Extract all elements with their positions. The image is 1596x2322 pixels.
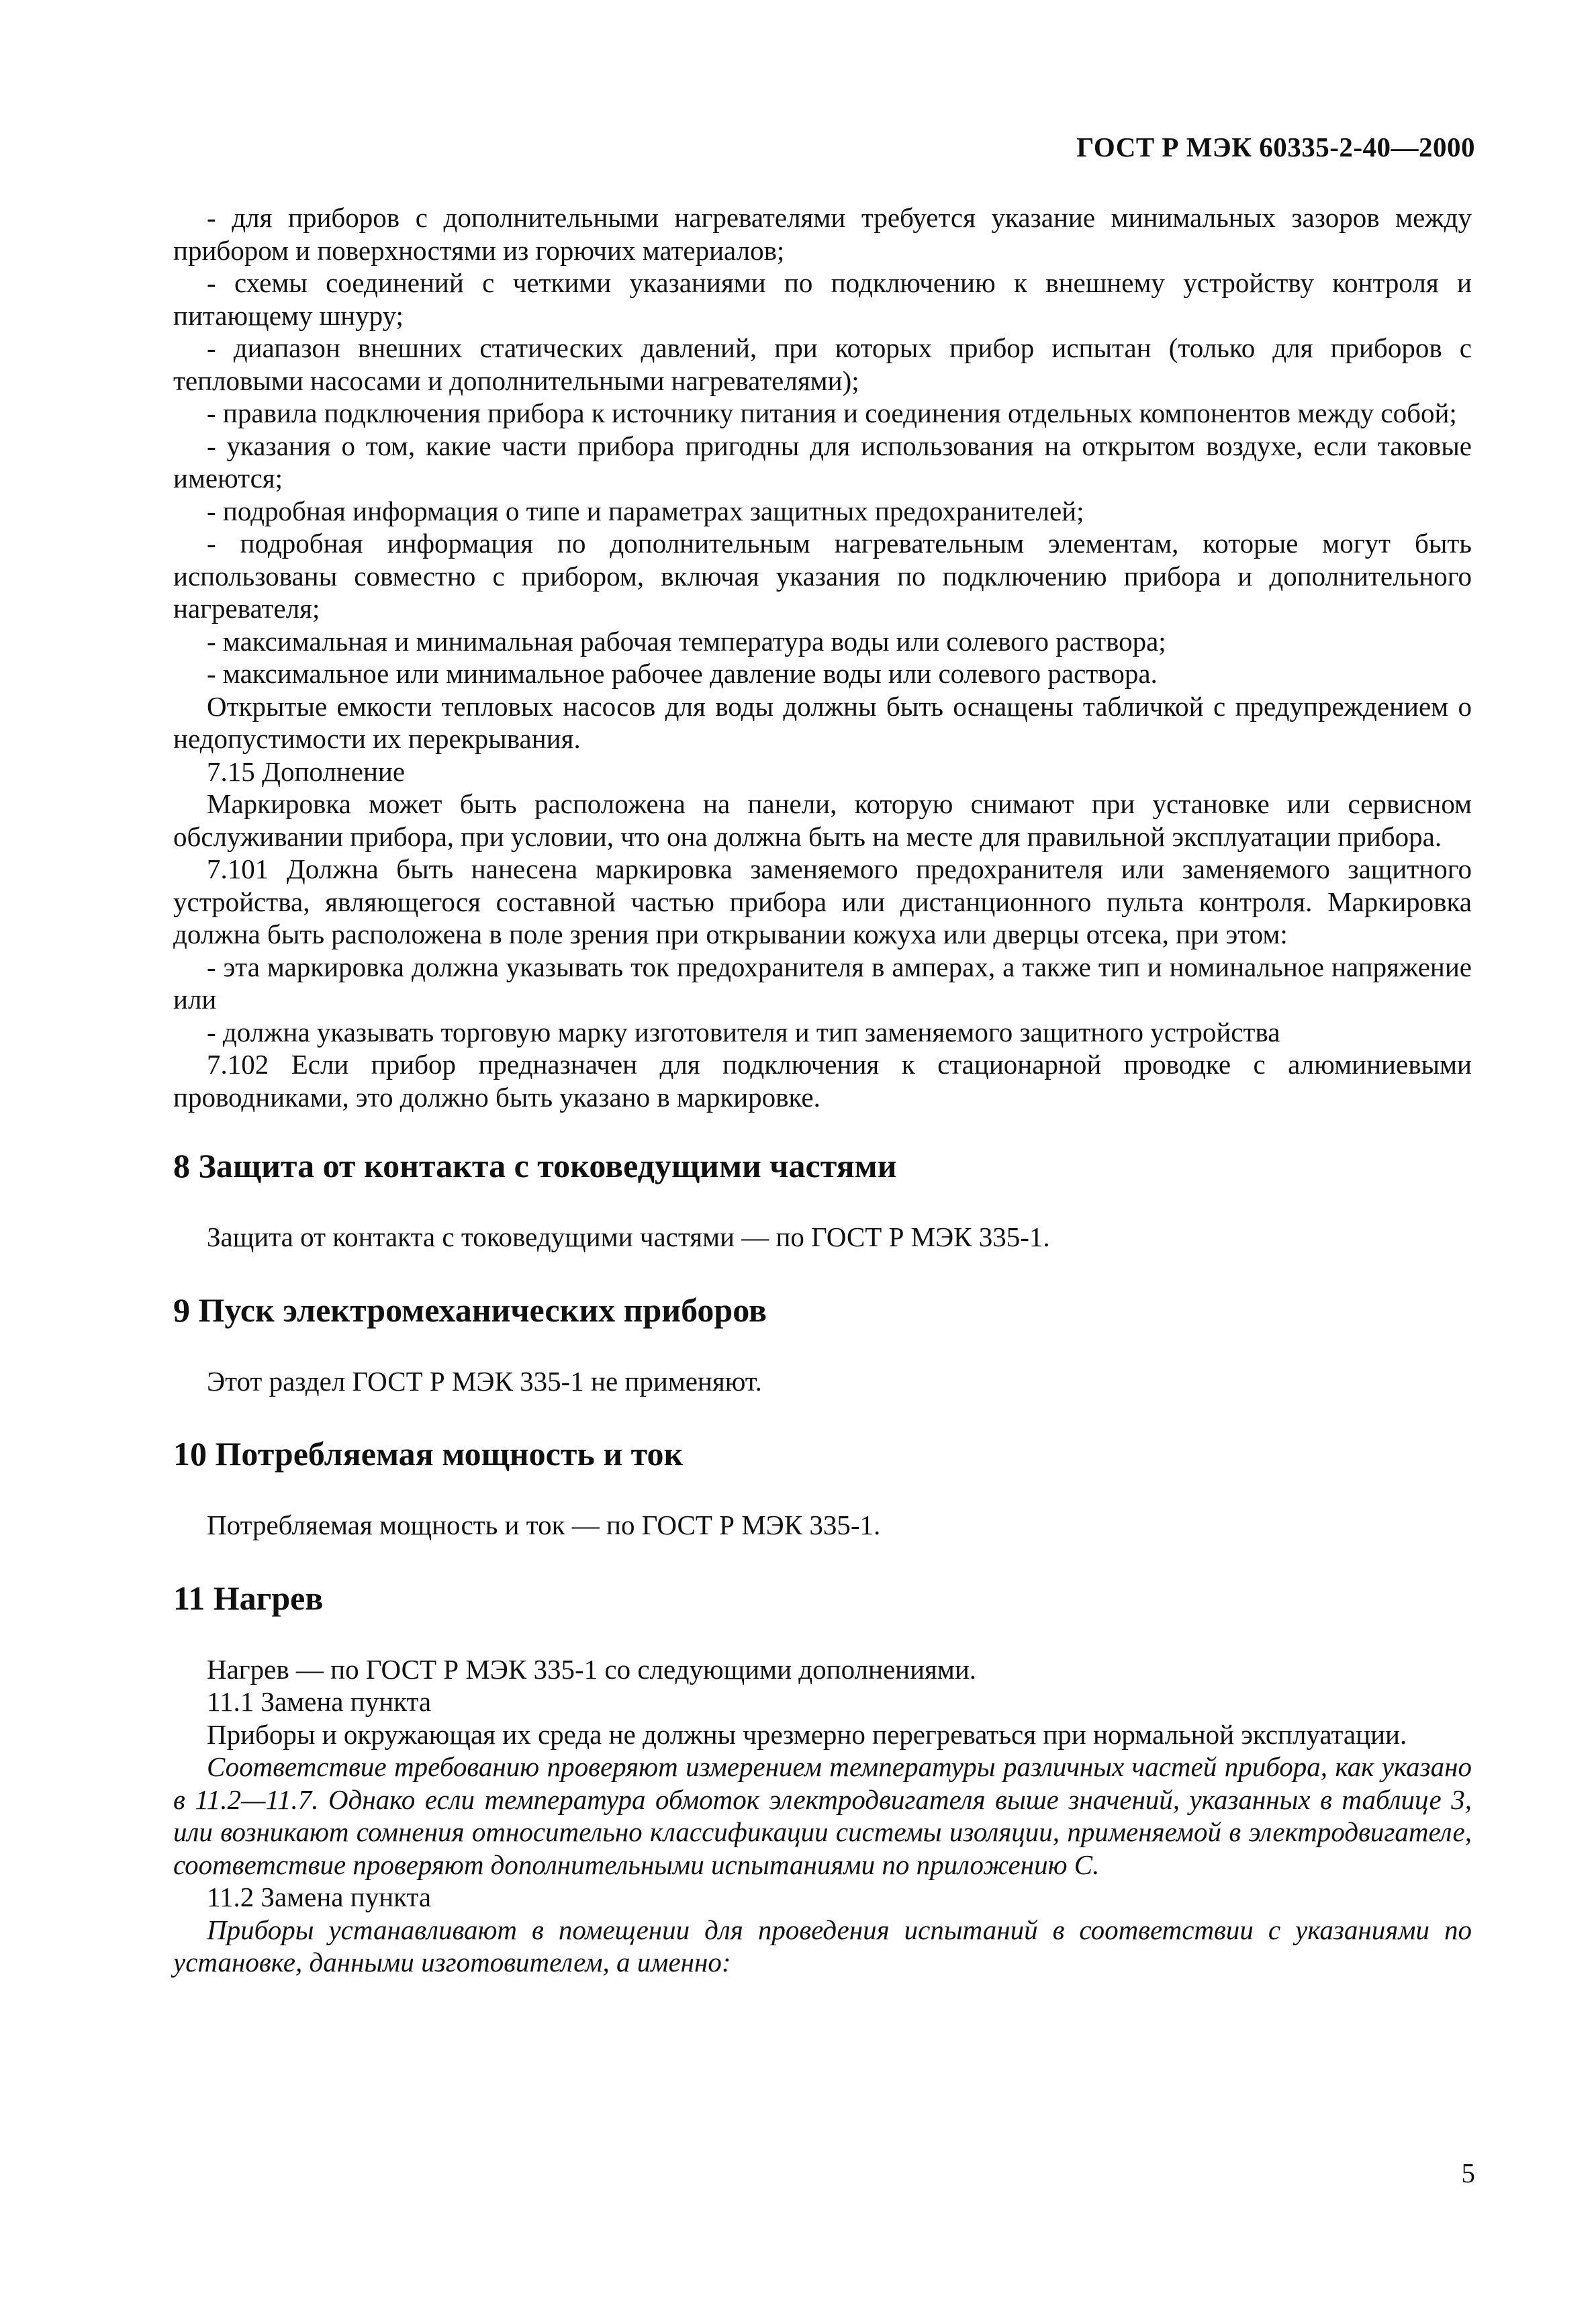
section-text-11: Нагрев — по ГОСТ Р МЭК 335-1 со следующими дополнениями. [207,1653,977,1685]
section-text-8: Защита от контакта с токоведущими частями — по ГОСТ Р МЭК 335-1. [207,1221,1050,1252]
section-heading-9: 9 Пуск электромеханических приборов [173,1291,767,1329]
list-item: - правила подключения прибора к источнику питания и соединения отдельных компонентов между собой; [207,398,1457,428]
list-item: - диапазон внешних статических давлений, при которых прибор испытан (только для приборов с тепловыми насосами и дополнительными нагревателями); [173,332,1472,396]
clause-7-102: 7.102 Если прибор предназначен для подключения к стационарной проводке с алюминиевыми проводниками, это должно быть указано в маркировке. [173,1049,1472,1113]
section-heading-8: 8 Защита от контакта с токоведущими частями [173,1147,897,1185]
paragraph: Приборы и окружающая их среда не должны чрезмерно перегреваться при нормальной эксплуатации. [207,1718,1407,1750]
clause-heading-7-15: 7.15 Дополнение [207,755,406,787]
list-item: - максимальное или минимальное рабочее давление воды или солевого раствора. [207,658,1158,689]
section-heading-11: 11 Нагрев [173,1579,324,1617]
document-header: ГОСТ Р МЭК 60335-2-40—2000 [1076,132,1475,162]
list-item: - должна указывать торговую марку изготовителя и тип заменяемого защитного устройства [207,1016,1280,1048]
document-body [173,201,1472,1979]
clause-heading-11-1: 11.1 Замена пункта [207,1686,432,1717]
list-item: - для приборов с дополнительными нагревателями требуется указание минимальных зазоров между прибором и поверхностями из горючих материалов; [173,202,1472,266]
section-text-10: Потребляемая мощность и ток — по ГОСТ Р МЭК 335-1. [207,1510,881,1540]
paragraph: Открытые емкости тепловых насосов для воды должны быть оснащены табличкой с предупреждением о недопустимости их перекрывания. [173,690,1472,754]
paragraph-italic: Соответствие требованию проверяют измерением температуры различных частей прибора, как указано в 11.2—11.7. Однако если температура обмоток электродвигателя выше значений, указанных в таблице 3, или возникают сомнения относительно классификации системы изоляции, применяемой в электродвигателе, соответствие проверяют дополнительными испытаниями по приложению С. [173,1751,1472,1880]
list-item: - подробная информация о типе и параметрах защитных предохранителей; [207,495,1084,526]
paragraph-italic: Приборы устанавливают в помещении для проведения испытаний в соответствии с указаниями по установке, данными изготовителем, а именно: [173,1914,1472,1978]
section-heading-10: 10 Потребляемая мощность и ток [173,1435,684,1473]
paragraph: Маркировка может быть расположена на панели, которую снимают при установке или сервисном обслуживании прибора, при условии, что она должна быть на месте для правильной эксплуатации прибора. [173,788,1472,852]
list-item: - эта маркировка должна указывать ток предохранителя в амперах, а также тип и номинальное напряжение или [173,951,1472,1015]
list-item: - подробная информация по дополнительным нагревательным элементам, которые могут быть использованы совместно с прибором, включая указания по подключению прибора и дополнительного нагревателя; [173,528,1472,624]
clause-7-101: 7.101 Должна быть нанесена маркировка заменяемого предохранителя или заменяемого защитного устройства, являющегося составной частью прибора или дистанционного пульта контроля. Маркировка должна быть расположена в поле зрения при открывании кожуха или дверцы отсека, при этом: [173,853,1472,949]
list-item: - максимальная и минимальная рабочая температура воды или солевого раствора; [207,625,1166,657]
page-number: 5 [1461,2157,1475,2188]
list-item: - схемы соединений с четкими указаниями по подключению к внешнему устройству контроля и питающему шнуру; [173,267,1472,331]
clause-heading-11-2: 11.2 Замена пункта [207,1882,432,1912]
list-item: - указания о том, какие части прибора пригодны для использования на открытом воздухе, если таковые имеются; [173,430,1472,494]
section-text-9: Этот раздел ГОСТ Р МЭК 335-1 не применяют. [207,1365,762,1397]
